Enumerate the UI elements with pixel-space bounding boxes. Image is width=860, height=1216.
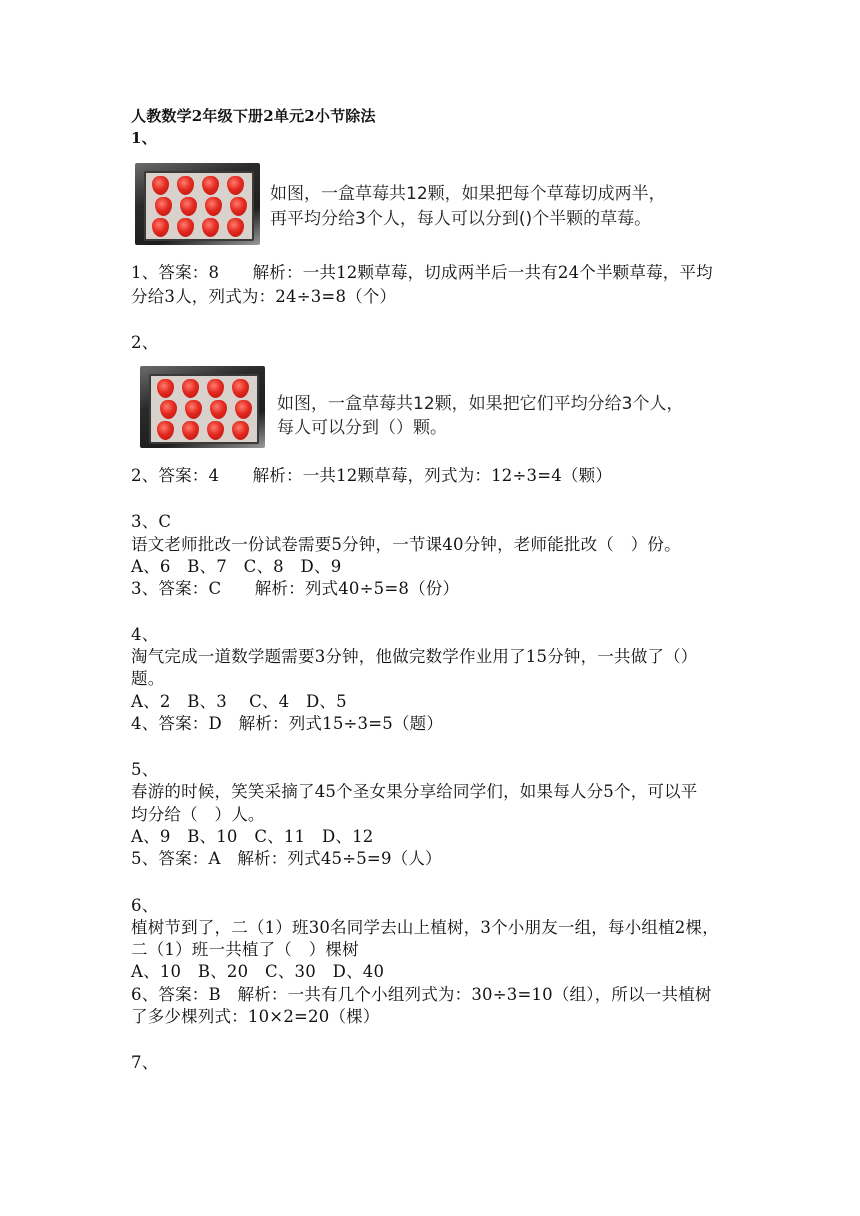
strawberry: [235, 400, 252, 419]
strawberry: [227, 176, 244, 195]
question-3-options: A、6 B、7 C、8 D、9: [131, 557, 342, 576]
document-title: 人教数学2年级下册2单元2小节除法: [131, 107, 376, 125]
question-3-text: 语文老师批改一份试卷需要5分钟，一节课40分钟，老师能批改（ ）份。: [131, 535, 681, 554]
question-5-options: A、9 B、10 C、11 D、12: [131, 827, 374, 846]
strawberry: [227, 218, 244, 237]
question-6-number: 6、: [131, 896, 159, 915]
question-6-answer-line-1: 6、答案：B 解析：一共有几个小组列式为：30÷3=10（组），所以一共植树: [131, 985, 712, 1004]
question-1-answer-line-1: 1、答案：8 解析：一共12颗草莓，切成两半后一共有24个半颗草莓，平均: [131, 263, 713, 282]
question-5-number: 5、: [131, 760, 159, 779]
strawberry: [202, 218, 219, 237]
strawberry: [182, 379, 199, 398]
question-2-number: 2、: [131, 333, 159, 352]
question-1-number: 1、: [131, 129, 157, 147]
strawberry: [177, 176, 194, 195]
question-5-answer: 5、答案：A 解析：列式45÷5=9（人）: [131, 849, 442, 868]
strawberry: [157, 379, 174, 398]
strawberry: [207, 421, 224, 440]
strawberry-tray: [149, 374, 259, 444]
strawberry-box-image-1: [135, 163, 260, 245]
strawberry: [210, 400, 227, 419]
strawberry-box-image-2: [140, 366, 265, 448]
strawberry: [180, 197, 197, 216]
question-6-options: A、10 B、20 C、30 D、40: [131, 962, 385, 981]
question-4-number: 4、: [131, 625, 159, 644]
strawberry: [230, 197, 247, 216]
question-2-answer: 2、答案：4 解析：一共12颗草莓，列式为：12÷3=4（颗）: [131, 466, 613, 485]
strawberry: [157, 421, 174, 440]
question-1-caption-line-2: 再平均分给3个人，每人可以分到()个半颗的草莓。: [270, 209, 652, 229]
question-2-caption-line-1: 如图，一盒草莓共12颗，如果把它们平均分给3个人，: [277, 394, 684, 414]
strawberry: [152, 176, 169, 195]
question-7-number: 7、: [131, 1053, 159, 1072]
strawberry-tray: [144, 171, 254, 241]
question-6-text-line-1: 植树节到了，二（1）班30名同学去山上植树，3个小朋友一组，每小组植2棵，: [131, 918, 719, 937]
question-5-text-line-2: 均分给（ ）人。: [131, 805, 265, 824]
question-1-answer-line-2: 分给3人，列式为：24÷3=8（个）: [131, 287, 397, 306]
question-4-text-line-1: 淘气完成一道数学题需要3分钟，他做完数学作业用了15分钟，一共做了（）: [131, 647, 698, 666]
strawberry: [182, 421, 199, 440]
strawberry: [232, 421, 249, 440]
question-6-answer-line-2: 了多少棵列式：10×2=20（棵）: [131, 1007, 380, 1026]
strawberry: [155, 197, 172, 216]
strawberry: [202, 176, 219, 195]
question-3-number: 3、C: [131, 512, 172, 531]
question-3-answer: 3、答案：C 解析：列式40÷5=8（份）: [131, 579, 460, 598]
strawberry: [205, 197, 222, 216]
question-2-caption-line-2: 每人可以分到（）颗。: [277, 418, 447, 438]
strawberry: [185, 400, 202, 419]
question-1-caption-line-1: 如图，一盒草莓共12颗，如果把每个草莓切成两半，: [270, 184, 666, 204]
strawberry: [207, 379, 224, 398]
strawberry: [177, 218, 194, 237]
question-4-options: A、2 B、3 C、4 D、5: [131, 692, 347, 711]
question-6-text-line-2: 二（1）班一共植了（ ）棵树: [131, 940, 359, 959]
question-5-text-line-1: 春游的时候，笑笑采摘了45个圣女果分享给同学们，如果每人分5个，可以平: [131, 782, 698, 801]
strawberry: [232, 379, 249, 398]
question-4-text-line-2: 题。: [131, 669, 165, 688]
question-4-answer: 4、答案：D 解析：列式15÷3=5（题）: [131, 714, 444, 733]
strawberry: [152, 218, 169, 237]
strawberry: [160, 400, 177, 419]
